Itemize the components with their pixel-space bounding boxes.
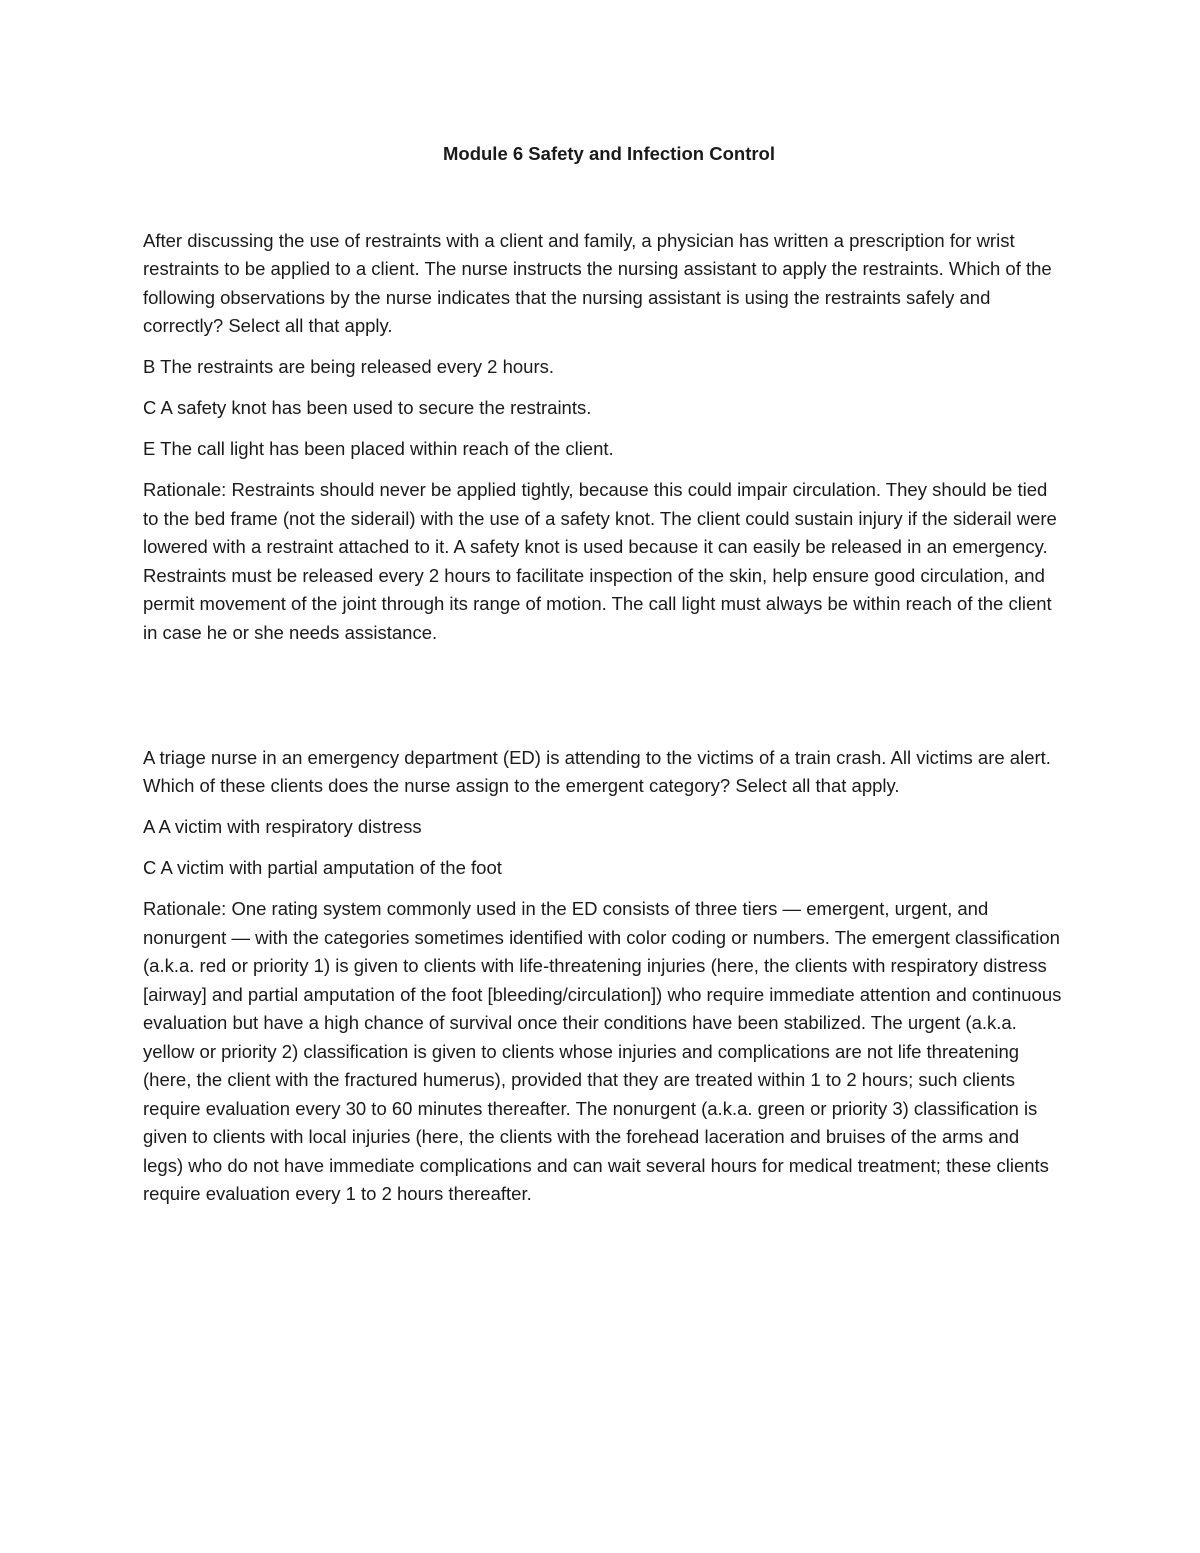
answer-option: C A safety knot has been used to secure the restraints. [143, 397, 592, 418]
page-content [143, 140, 1063, 1221]
answer-option: A A victim with respiratory distress [143, 816, 422, 837]
question-1 [143, 227, 1063, 648]
question-2 [143, 744, 1063, 1209]
document-title: Module 6 Safety and Infection Control [443, 143, 775, 164]
answer-option: C A victim with partial amputation of the foot [143, 857, 502, 878]
rationale-paragraph: Rationale: Restraints should never be applied tightly, because this could impair circulation. They should be tied to the bed frame (not the siderail) with the use of a safety knot. The client could sustain injury if the siderail were lowered with a restraint attached to it. A safety knot is used because it can easily be released in an emergency. Restraints must be released every 2 hours to facilitate inspection of the skin, help ensure good circulation, and permit movement of the joint through its range of motion. The call light must always be within reach of the client in case he or she needs assistance. [143, 479, 1057, 643]
answer-option: E The call light has been placed within reach of the client. [143, 438, 614, 459]
question-stem: A triage nurse in an emergency department (ED) is attending to the victims of a train crash. All victims are alert. Which of these clients does the nurse assign to the emergent category? Select all that apply. [143, 746, 1051, 796]
section-spacer [143, 660, 1063, 744]
rationale-paragraph: Rationale: One rating system commonly used in the ED consists of three tiers — emergent, urgent, and nonurgent — with the categories sometimes identified with color coding or numbers. The emergent classification (a.k.a. red or priority 1) is given to clients with life-threatening injuries (here, the clients with respiratory distress [airway] and partial amputation of the foot [bleeding/circulation]) who require immediate attention and continuous evaluation but have a high chance of survival once their conditions have been stabilized. The urgent (a.k.a. yellow or priority 2) classification is given to clients whose injuries and complications are not life threatening (here, the client with the fractured humerus), provided that they are treated within 1 to 2 hours; such clients require evaluation every 30 to 60 minutes thereafter. The nonurgent (a.k.a. green or priority 3) classification is given to clients with local injuries (here, the clients with the forehead laceration and bruises of the arms and legs) who do not have immediate complications and can wait several hours for medical treatment; these clients require evaluation every 1 to 2 hours thereafter. [143, 898, 1062, 1204]
answer-option: B The restraints are being released every 2 hours. [143, 356, 554, 377]
question-stem: After discussing the use of restraints with a client and family, a physician has written a prescription for wrist restraints to be applied to a client. The nurse instructs the nursing assistant to apply the restraints. Which of the following observations by the nurse indicates that the nursing assistant is using the restraints safely and correctly? Select all that apply. [143, 229, 1052, 336]
